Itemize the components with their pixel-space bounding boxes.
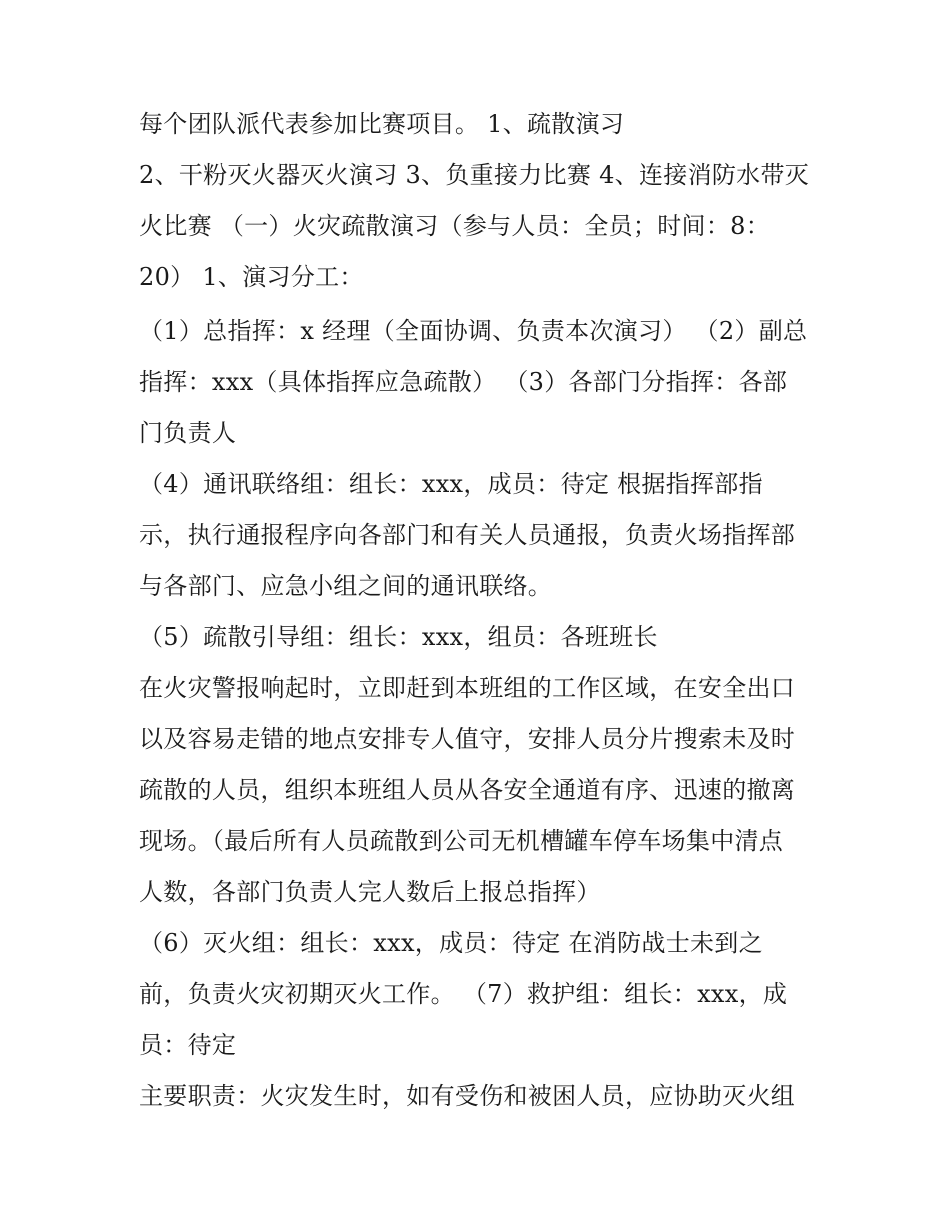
text-line-13: 以及容易走错的地点安排专人值守，安排人员分片搜索未及时 (139, 725, 796, 753)
text-line-11: （5）疏散引导组：组长：xxx，组员：各班班长 (139, 623, 658, 651)
text-line-2: 2、干粉灭火器灭火演习 3、负重接力比赛 4、连接消防水带灭 (139, 161, 810, 189)
text-line-8: （4）通讯联络组：组长：xxx，成员：待定 根据指挥部指 (139, 470, 763, 498)
text-line-20: 主要职责：火灾发生时，如有受伤和被困人员，应协助灭火组 (139, 1082, 796, 1110)
text-line-17: （6）灭火组：组长：xxx，成员：待定 在消防战士未到之 (139, 929, 763, 957)
text-line-4: 20） 1、演习分工： (139, 263, 364, 291)
text-line-16: 人数，各部门负责人完人数后上报总指挥） (139, 878, 601, 906)
text-line-9: 示，执行通报程序向各部门和有关人员通报，负责火场指挥部 (139, 521, 796, 549)
text-line-18: 前，负责火灾初期灭火工作。 （7）救护组：组长：xxx，成 (139, 980, 788, 1008)
text-line-7: 门负责人 (139, 419, 237, 447)
text-line-15: 现场。（最后所有人员疏散到公司无机槽罐车停车场集中清点 (139, 827, 784, 855)
text-line-10: 与各部门、应急小组之间的通讯联络。 (139, 572, 553, 600)
text-line-19: 员：待定 (139, 1031, 237, 1059)
text-line-14: 疏散的人员，组织本班组人员从各安全通道有序、迅速的撤离 (139, 776, 796, 804)
text-line-1: 每个团队派代表参加比赛项目。 1、疏散演习 (139, 110, 625, 138)
text-line-3: 火比赛 （一）火灾疏散演习（参与人员：全员；时间：8： (139, 212, 770, 240)
text-line-6: 指挥：xxx（具体指挥应急疏散） （3）各部门分指挥：各部 (139, 368, 788, 396)
text-line-12: 在火灾警报响起时，立即赶到本班组的工作区域，在安全出口 (139, 674, 796, 702)
text-line-5: （1）总指挥：x 经理（全面协调、负责本次演习） （2）副总 (139, 317, 808, 345)
